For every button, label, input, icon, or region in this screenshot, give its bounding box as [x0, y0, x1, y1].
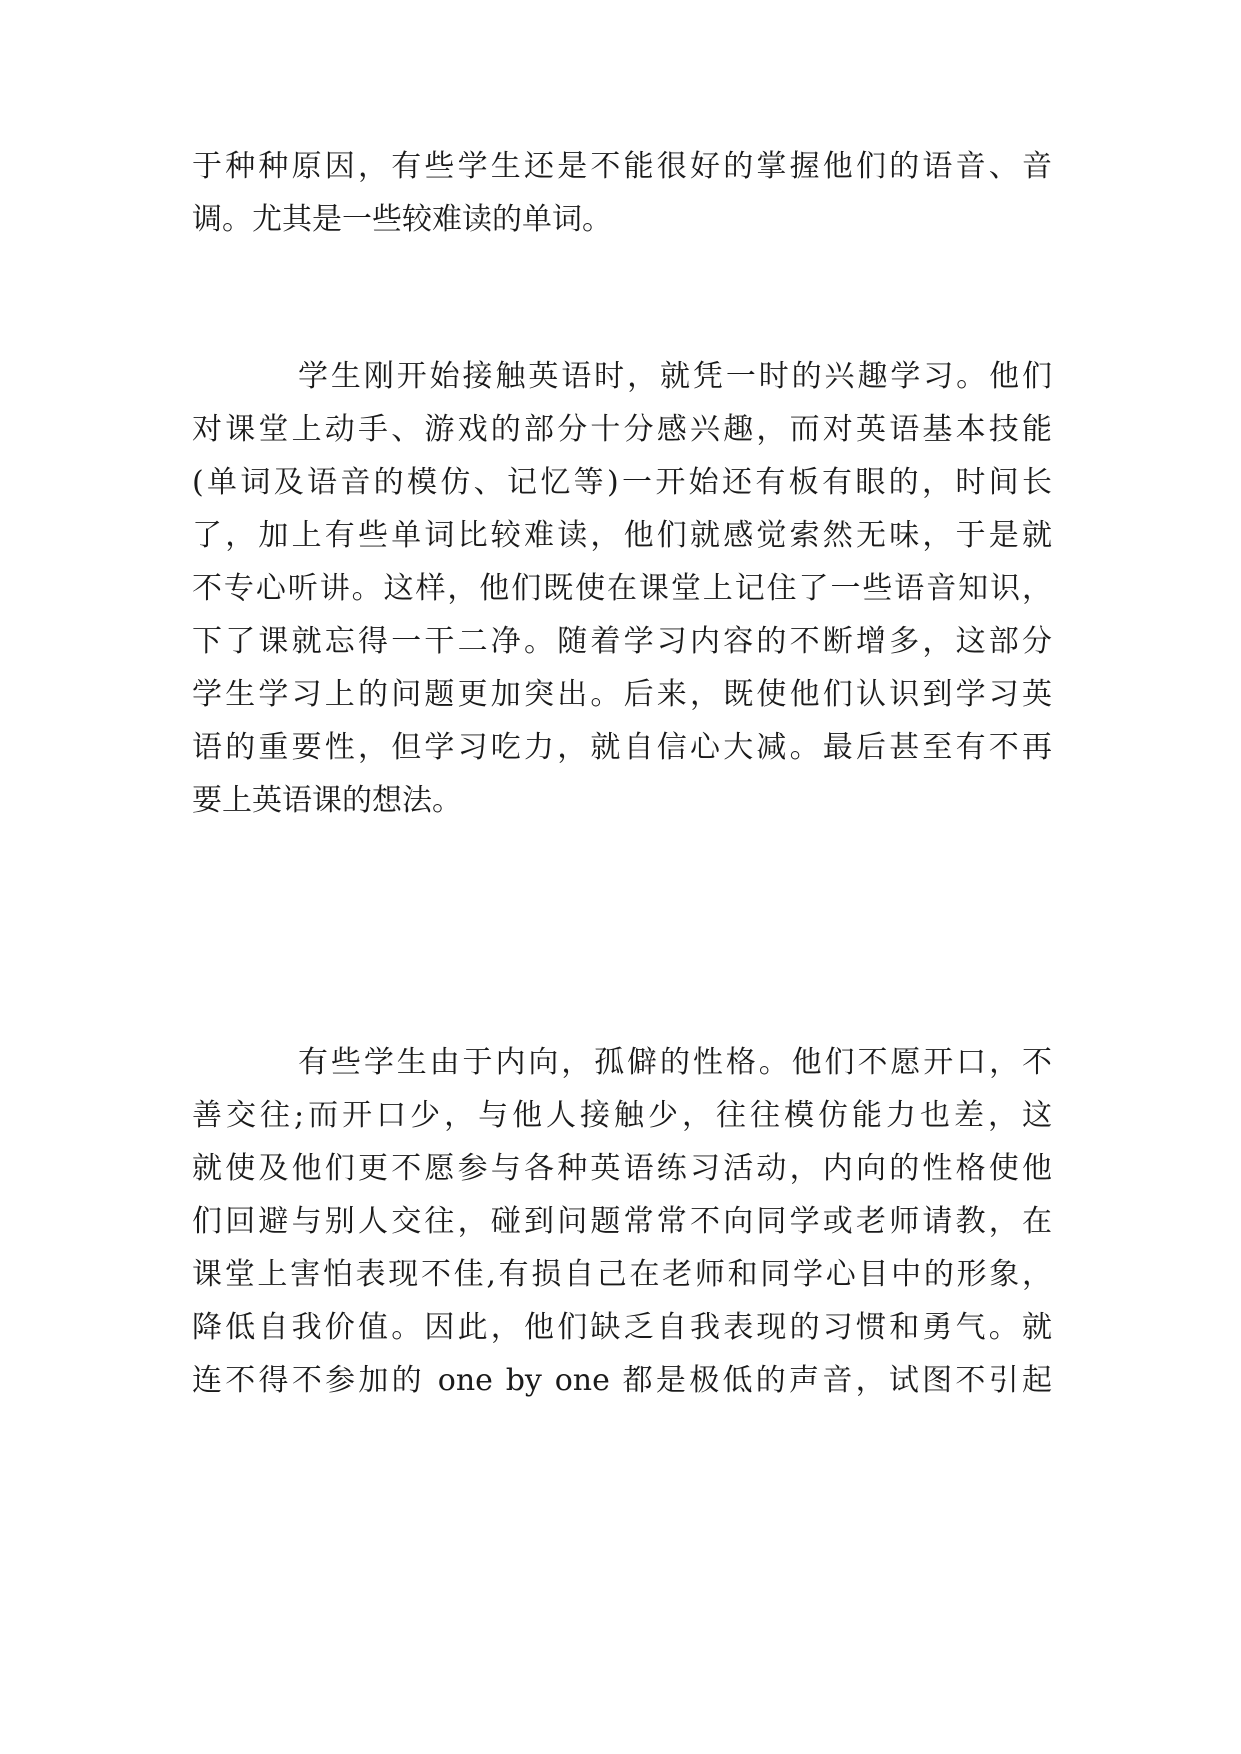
paragraph-3-line-3: 就使及他们更不愿参与各种英语练习活动，内向的性格使他 — [192, 1151, 1052, 1186]
paragraph-3-line-4: 们回避与别人交往，碰到问题常常不向同学或老师请教，在 — [192, 1204, 1052, 1239]
paragraph-2-line-4: 了，加上有些单词比较难读，他们就感觉索然无味，于是就 — [192, 518, 1052, 553]
paragraph-1-line-1: 于种种原因，有些学生还是不能很好的掌握他们的语音、音 — [192, 149, 1052, 184]
paragraph-2-line-1: 学生刚开始接触英语时，就凭一时的兴趣学习。他们 — [298, 359, 1052, 394]
paragraph-2-line-3: (单词及语音的模仿、记忆等)一开始还有板有眼的，时间长 — [192, 465, 1052, 500]
paragraph-3-line-5: 课堂上害怕表现不佳,有损自己在老师和同学心目中的形象， — [192, 1257, 1052, 1292]
paragraph-1-line-2: 调。尤其是一些较难读的单词。 — [192, 202, 612, 237]
paragraph-2-line-8: 语的重要性，但学习吃力，就自信心大减。最后甚至有不再 — [192, 730, 1052, 765]
paragraph-3-line-6: 降低自我价值。因此，他们缺乏自我表现的习惯和勇气。就 — [192, 1310, 1052, 1345]
paragraph-2-line-2: 对课堂上动手、游戏的部分十分感兴趣，而对英语基本技能 — [192, 412, 1052, 447]
paragraph-3-line-2: 善交往;而开口少，与他人接触少，往往模仿能力也差，这 — [192, 1098, 1052, 1133]
paragraph-2-line-5: 不专心听讲。这样，他们既使在课堂上记住了一些语音知识， — [192, 571, 1052, 606]
paragraph-3-line-1: 有些学生由于内向，孤僻的性格。他们不愿开口，不 — [298, 1045, 1052, 1080]
paragraph-2-line-6: 下了课就忘得一干二净。随着学习内容的不断增多，这部分 — [192, 624, 1052, 659]
paragraph-3-line-7: 连不得不参加的 one by one 都是极低的声音，试图不引起 — [192, 1363, 1052, 1398]
paragraph-2-line-9: 要上英语课的想法。 — [192, 783, 462, 818]
paragraph-2-line-7: 学生学习上的问题更加突出。后来，既使他们认识到学习英 — [192, 677, 1052, 712]
